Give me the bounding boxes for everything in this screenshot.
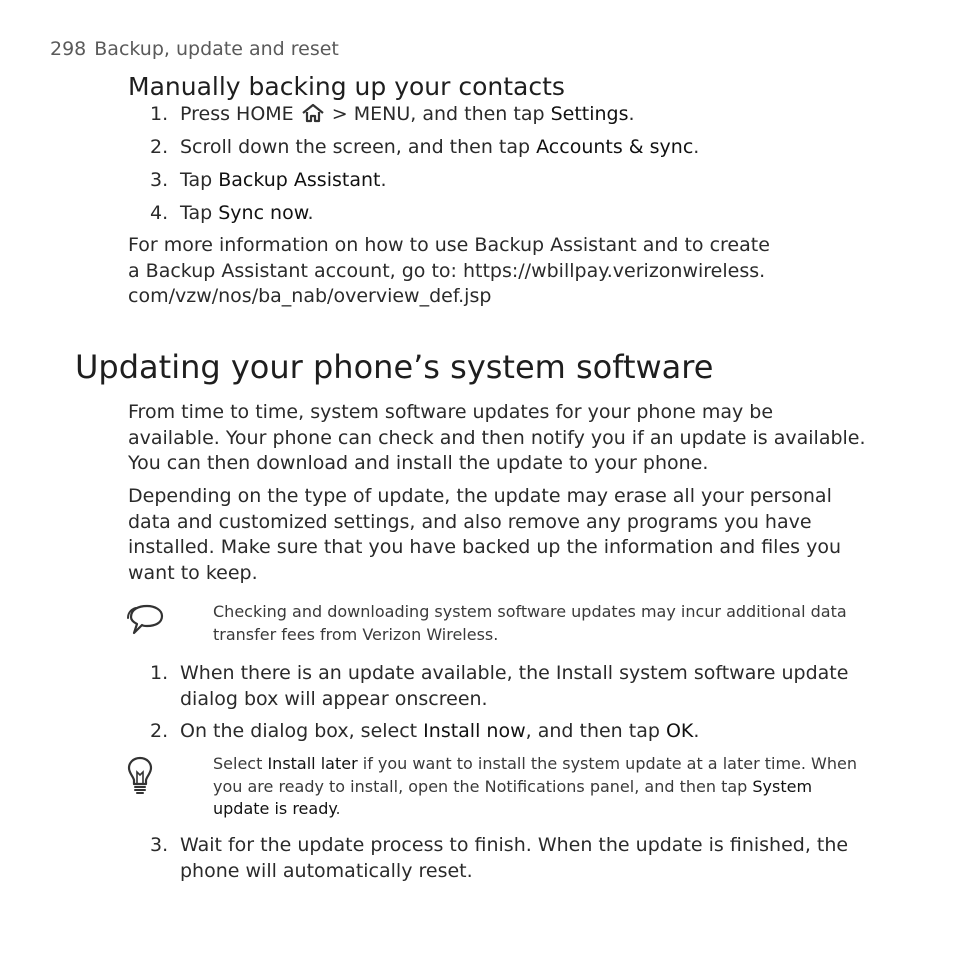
section-title: Backup, update and reset — [94, 38, 339, 60]
update-step-3: 3. Wait for the update process to finish. When the update is finished, the phone will automatically reset. — [150, 834, 849, 882]
backup-step-1: 1. Press HOME > MENU, and then tap Settings. — [150, 103, 635, 125]
backup-step-2: 2. Scroll down the screen, and then tap Accounts & sync. — [150, 136, 700, 158]
heading-manual-backup: Manually backing up your contacts — [128, 72, 565, 101]
update-step-2: 2. On the dialog box, select Install now, and then tap OK. — [150, 720, 700, 742]
update-step-1: 1. When there is an update available, the Install system software update dialog box will appear onscreen. — [150, 662, 849, 710]
note-data-fees: Checking and downloading system software updates may incur additional data transfer fees from Verizon Wireless. — [213, 602, 847, 644]
speech-bubble-icon — [125, 603, 167, 643]
update-paragraph-2: Depending on the type of update, the update may erase all your personal data and customized settings, and also remove any programs you have installed. Make sure that you have backed up the information and files you want to keep. — [128, 485, 841, 584]
backup-info-paragraph: For more information on how to use Backup Assistant and to create a Backup Assistant account, go to: https://wbillpay.verizonwireless. com/vzw/nos/ba_nab/overview_def.jsp — [128, 234, 770, 307]
lightbulb-icon — [127, 756, 153, 800]
backup-step-4: 4. Tap Sync now. — [150, 202, 314, 224]
running-header — [50, 38, 339, 60]
heading-update-software: Updating your phone’s system software — [75, 348, 714, 386]
backup-step-3: 3. Tap Backup Assistant. — [150, 169, 387, 191]
home-icon — [300, 103, 326, 123]
update-paragraph-1: From time to time, system software updates for your phone may be available. Your phone can check and then notify you if an update is available. You can then download and install the update to your phone. — [128, 401, 866, 474]
page-number: 298 — [50, 38, 87, 60]
tip-install-later: Select Install later if you want to install the system update at a later time. When you are ready to install, open the Notifications panel, and then tap System update is ready. — [213, 754, 857, 818]
